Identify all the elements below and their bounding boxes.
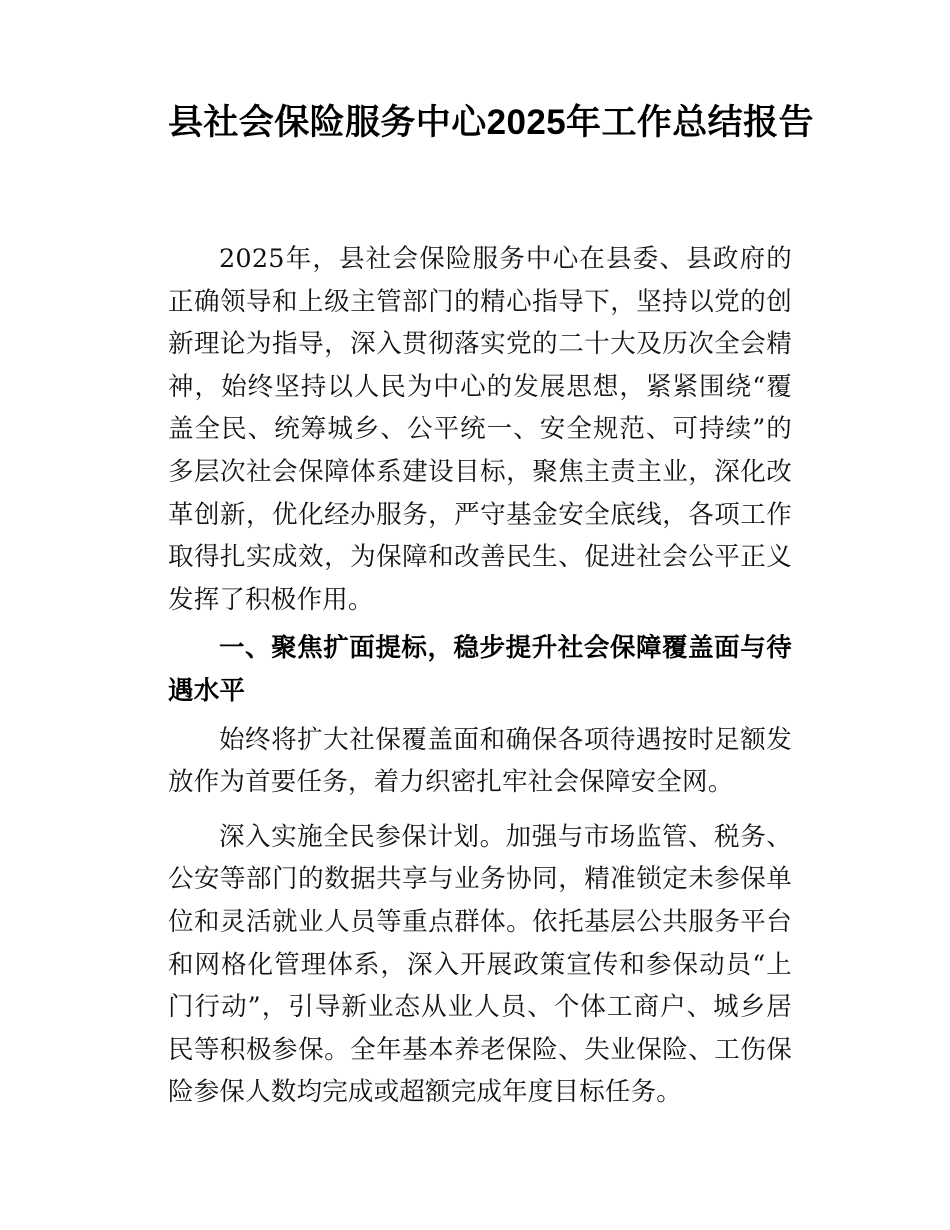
document-content-column bbox=[168, 0, 814, 1114]
title-body-spacer bbox=[168, 146, 792, 238]
paragraph-spacer-3 bbox=[168, 804, 792, 816]
page-title: 县社会保险服务中心2025年工作总结报告 bbox=[168, 103, 814, 142]
section-heading-one: 一、聚焦扩面提标，稳步提升社会保障覆盖面与待遇水平 bbox=[168, 634, 792, 705]
opening-paragraph: 2025年，县社会保险服务中心在县委、县政府的正确领导和上级主管部门的精心指导下，坚持以党的创新理论为指导，深入贯彻落实党的二十大及历次全会精神，始终坚持以人民为中心的发展思想，紧紧围绕“覆盖全民、统筹城乡、公平统一、安全规范、可持续”的多层次社会保障体系建设目标，聚焦主责主业，深化改革创新，优化经办服务，严守基金安全底线，各项工作取得扎实成效，为保障和改善民生、促进社会公平正义发挥了积极作用。 bbox=[168, 244, 792, 615]
universal-coverage-paragraph: 深入实施全民参保计划。加强与市场监管、税务、公安等部门的数据共享与业务协同，精准锁定未参保单位和灵活就业人员等重点群体。依托基层公共服务平台和网格化管理体系，深入开展政策宣传和参保动员“上门行动”，引导新业态从业人员、个体工商户、城乡居民等积极参保。全年基本养老保险、失业保险、工伤保险参保人数均完成或超额完成年度目标任务。 bbox=[168, 821, 792, 1108]
section-one-intro-paragraph: 始终将扩大社保覆盖面和确保各项待遇按时足额发放作为首要任务，着力织密扎牢社会保障安全网。 bbox=[168, 724, 792, 798]
